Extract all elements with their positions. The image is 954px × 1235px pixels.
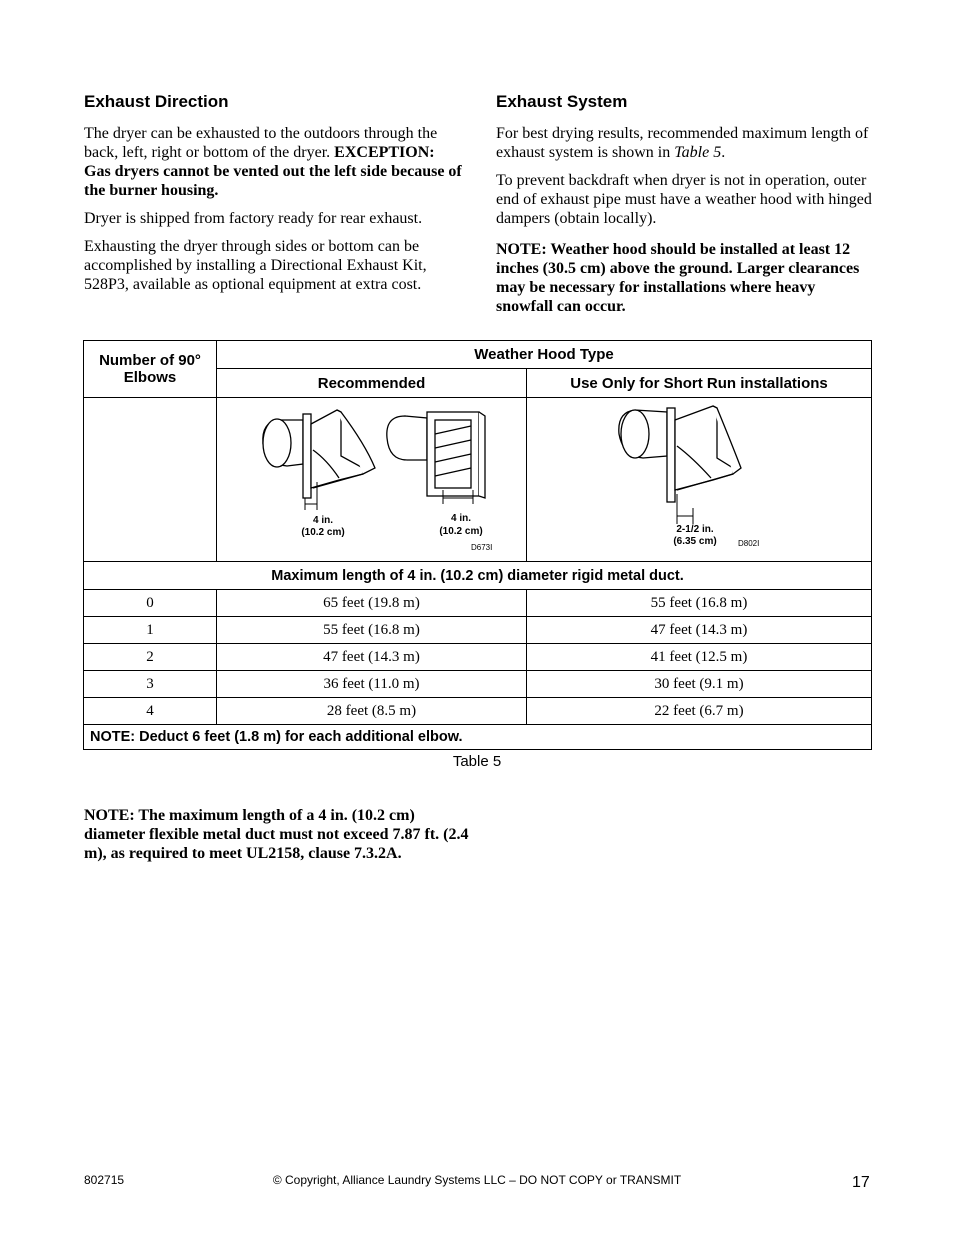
- doc-number: 802715: [84, 1173, 125, 1187]
- elbows-cell: 4: [84, 698, 217, 725]
- illustration-blank-cell: [84, 398, 217, 562]
- recommended-hoods-svg: [217, 398, 527, 556]
- flexible-duct-note: NOTE: The maximum length of a 4 in. (10.2 cm) diameter flexible metal duct must not exceed 7.87 ft. (2.4 m), as required to meet UL2158, clause 7.3.2A.: [84, 807, 469, 862]
- short-run-cell: 22 feet (6.7 m): [527, 698, 872, 725]
- elbows-cell: 3: [84, 671, 217, 698]
- recommended-hoods-illustration: [217, 398, 527, 562]
- short-run-dimension-icon: [677, 494, 693, 524]
- elbows-cell: 0: [84, 590, 217, 617]
- exception-text: EXCEPTION: Gas dryers cannot be vented out the left side because of the burner housing.: [84, 144, 462, 199]
- exhaust-direction-paragraph-1: The dryer can be exhausted to the outdoors through the back, left, right or bottom of the dryer. EXCEPTION: Gas dryers cannot be vented out the left side because of the burner housing.: [84, 125, 462, 199]
- exhaust-direction-title: Exhaust Direction: [84, 92, 229, 111]
- exhaust-system-title: Exhaust System: [496, 92, 628, 111]
- table-row: [84, 644, 872, 671]
- recommended-cell: 47 feet (14.3 m): [217, 644, 527, 671]
- short-run-cell: 41 feet (12.5 m): [527, 644, 872, 671]
- recommended-header: Recommended: [217, 369, 527, 398]
- exhaust-system-section: [496, 92, 874, 325]
- exhaust-system-paragraph-1: For best drying results, recommended maximum length of exhaust system is shown in Table 5.: [496, 125, 869, 161]
- recommended-cell: 28 feet (8.5 m): [217, 698, 527, 725]
- exhaust-direction-section: [84, 92, 462, 303]
- exhaust-system-paragraph-2: To prevent backdraft when dryer is not in operation, outer end of exhaust pipe must have a weather hood with hinged dampers (obtain locally).: [496, 172, 872, 227]
- table-reference: Table 5: [674, 144, 722, 161]
- short-run-cell: 47 feet (14.3 m): [527, 617, 872, 644]
- rec1-dim-a: 4 in.: [312, 515, 334, 526]
- exhaust-direction-paragraph-3: Exhausting the dryer through sides or bottom can be accomplished by installing a Directional Exhaust Kit, 528P3, available as optional equipment at extra cost.: [84, 238, 427, 293]
- table-footnote: NOTE: Deduct 6 feet (1.8 m) for each additional elbow.: [84, 725, 872, 750]
- short-run-hood-svg: [527, 398, 872, 556]
- cowl-hood-icon: [263, 410, 375, 498]
- exhaust-direction-paragraph-2: Dryer is shipped from factory ready for rear exhaust.: [84, 210, 423, 227]
- table-caption: Table 5: [452, 753, 502, 770]
- short-dim-a: 2-1/2 in.: [676, 524, 714, 535]
- rec-figure-code: D673I: [471, 543, 493, 552]
- recommended-cell: 65 feet (19.8 m): [217, 590, 527, 617]
- short-run-cell: 30 feet (9.1 m): [527, 671, 872, 698]
- rec1-dim-b: (10.2 cm): [301, 527, 345, 538]
- short-run-cell: 55 feet (16.8 m): [527, 590, 872, 617]
- table-row: [84, 698, 872, 725]
- rec2-dim-b: (10.2 cm): [439, 526, 483, 537]
- elbows-header: Number of 90° Elbows: [84, 341, 217, 398]
- recommended-cell: 36 feet (11.0 m): [217, 671, 527, 698]
- elbows-cell: 1: [84, 617, 217, 644]
- short-run-header: Use Only for Short Run installations: [527, 369, 872, 398]
- weather-hood-note: NOTE: Weather hood should be installed at least 12 inches (30.5 cm) above the ground. Larger clearances may be necessary for installations where heavy snowfall can occur.: [496, 241, 860, 315]
- short-figure-code: D802I: [738, 539, 760, 548]
- short-dim-b: (6.35 cm): [673, 536, 717, 547]
- exhaust-length-table: [83, 340, 872, 750]
- short-run-hood-icon: [619, 406, 741, 502]
- louvered-hood-icon: [387, 412, 485, 498]
- page-number: 17: [852, 1174, 870, 1191]
- table-row: [84, 671, 872, 698]
- rec2-dim-a: 4 in.: [450, 513, 472, 524]
- short-run-hood-illustration: [527, 398, 872, 562]
- elbows-cell: 2: [84, 644, 217, 671]
- copyright-notice: © Copyright, Alliance Laundry Systems LLC – DO NOT COPY or TRANSMIT: [272, 1173, 682, 1187]
- max-length-header: Maximum length of 4 in. (10.2 cm) diameter rigid metal duct.: [84, 562, 872, 590]
- weather-hood-type-header: Weather Hood Type: [217, 341, 872, 369]
- table-row: [84, 617, 872, 644]
- recommended-cell: 55 feet (16.8 m): [217, 617, 527, 644]
- table-row: [84, 590, 872, 617]
